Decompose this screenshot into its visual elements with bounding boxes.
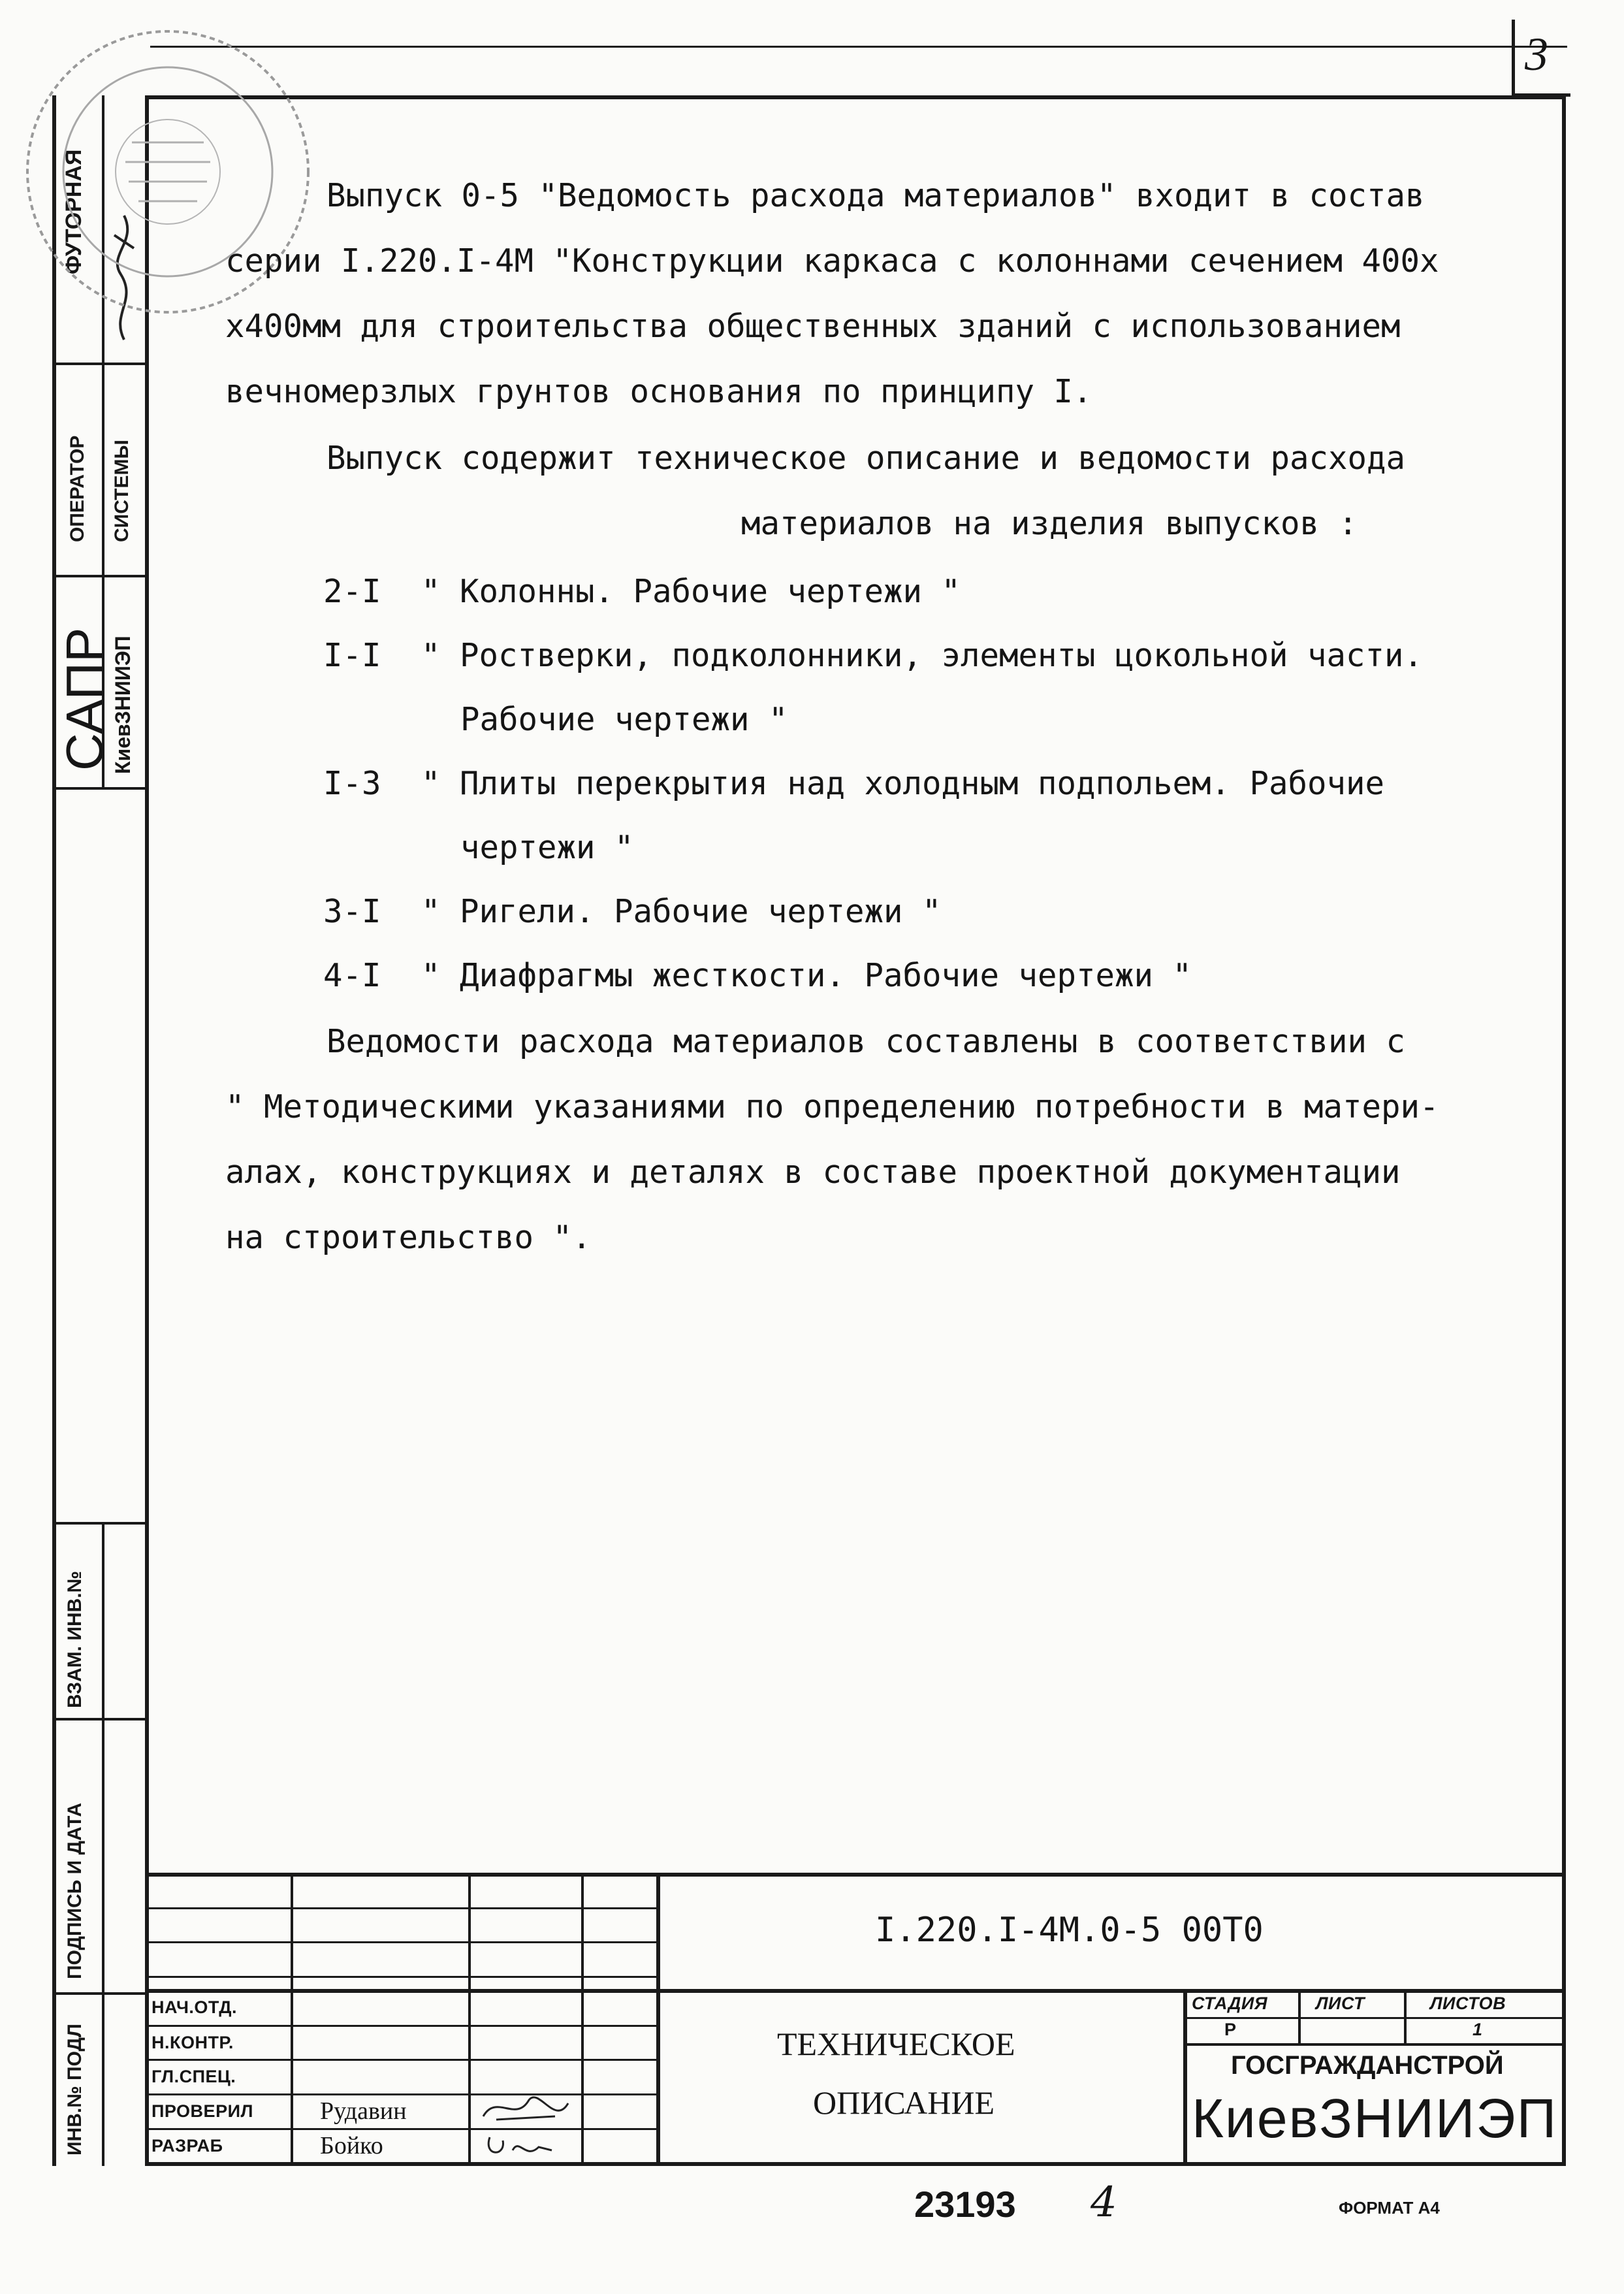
closing-line-3: алах, конструкциях и деталях в составе проектной документации (225, 1154, 1401, 1191)
name-cell: Бойко (320, 2132, 383, 2159)
side-strip-divider-lower (102, 1522, 104, 2166)
tb-col-4 (656, 1873, 660, 2166)
tb-row-2 (145, 1941, 658, 1943)
handwritten-mark: 4 (1091, 2178, 1117, 2227)
tb-row-5 (145, 2025, 658, 2027)
side-divider-1 (52, 363, 149, 365)
side-divider-3 (52, 787, 149, 790)
intro-line-3: х400мм для строительства общественных зданий с использованием (225, 308, 1401, 345)
tb-col-1 (291, 1873, 293, 2166)
stage-value: Р (1224, 2020, 1237, 2039)
issue-code: 2-I (323, 573, 381, 610)
sapr-label: САПР (56, 627, 114, 771)
inventory-number: 23193 (914, 2184, 1016, 2225)
intro-line-1: Выпуск 0-5 "Ведомость расхода материалов" входит в состав (326, 177, 1425, 214)
signature-checked (477, 2090, 575, 2129)
tb-stage-row (1183, 2017, 1566, 2019)
issue-title-cont: чертежи " (460, 829, 634, 866)
operator-label: ОПЕРАТОР (67, 435, 88, 542)
tb-row-8 (145, 2128, 658, 2130)
futornaya-label: ФУТОРНАЯ (61, 149, 86, 274)
issue-code: I-I (323, 637, 381, 674)
tb-stage-bottom (1183, 2043, 1566, 2046)
tb-row-1 (145, 1907, 658, 1909)
tb-row-6 (145, 2059, 658, 2061)
sheet-header: ЛИСТ (1316, 1994, 1365, 2013)
side-divider-4 (52, 1522, 149, 1525)
issue-code: I-3 (323, 765, 381, 802)
issue-title: " Диафрагмы жесткости. Рабочие чертежи " (421, 957, 1192, 994)
tb-col-3 (581, 1873, 584, 2166)
closing-line-4: на строительство ". (225, 1219, 592, 1256)
issue-title-cont: Рабочие чертежи " (460, 701, 788, 738)
stage-header: СТАДИЯ (1192, 1994, 1268, 2013)
vzam-inv-label: ВЗАМ. ИНВ.№ (64, 1570, 86, 1708)
role-label: РАЗРАБ (151, 2136, 223, 2156)
side-divider-6 (52, 1992, 149, 1995)
issue-title: " Плиты перекрытия над холодным подпольем. Рабочие (421, 765, 1385, 802)
closing-line-2: " Методическими указаниями по определению потребности в матери- (225, 1088, 1439, 1125)
inv-podl-label: ИНВ.№ ПОДЛ (64, 2024, 86, 2156)
issue-title: " Ростверки, подколонники, элементы цокольной части. (421, 637, 1424, 674)
title-block-top (145, 1873, 1566, 1877)
doc-title-line-1: ТЕХНИЧЕСКОЕ (777, 2026, 1015, 2062)
sheets-header: ЛИСТОВ (1430, 1994, 1506, 2013)
role-label: ГЛ.СПЕЦ. (151, 2067, 236, 2086)
top-border-line (150, 46, 1567, 48)
side-divider-2 (52, 575, 149, 577)
org-line-2: КиевЗНИИЭП (1192, 2088, 1558, 2149)
issue-code: 3-I (323, 893, 381, 930)
tb-col-2 (468, 1873, 471, 2166)
name-cell: Рудавин (320, 2097, 407, 2125)
kievzniiep-side-label: КиевЗНИИЭП (111, 636, 135, 774)
closing-line-1: Ведомости расхода материалов составлены в соответствии с (326, 1023, 1406, 1060)
role-label: Н.КОНТР. (151, 2033, 234, 2052)
tb-col-right (1183, 1989, 1187, 2166)
role-label: НАЧ.ОТД. (151, 1997, 237, 2017)
issue-title: " Колонны. Рабочие чертежи " (421, 573, 961, 610)
issue-code: 4-I (323, 957, 381, 994)
contents-line-2: материалов на изделия выпусков : (741, 505, 1358, 542)
designation: I.220.I-4М.0-5 00Т0 (875, 1911, 1264, 1950)
sheet-corner-number: 3 (1525, 28, 1548, 80)
format-label: ФОРМАТ А4 (1339, 2198, 1440, 2218)
contents-line-1: Выпуск содержит техническое описание и ведомости расхода (326, 440, 1406, 477)
tb-row-7 (145, 2093, 658, 2095)
doc-title-line-2: ОПИСАНИЕ (813, 2084, 995, 2121)
sheets-value: 1 (1473, 2020, 1483, 2039)
side-divider-5 (52, 1718, 149, 1720)
signature-developed (480, 2131, 558, 2163)
podpis-data-label: ПОДПИСЬ И ДАТА (64, 1802, 86, 1979)
tb-row-main (145, 1989, 1566, 1993)
sistemy-label: СИСТЕМЫ (111, 440, 133, 542)
tb-row-3 (145, 1976, 658, 1978)
intro-line-2: серии I.220.I-4М "Конструкции каркаса с колоннами сечением 400х (225, 242, 1439, 280)
org-line-1: ГОСГРАЖДАНСТРОЙ (1231, 2051, 1504, 2080)
intro-line-4: вечномерзлых грунтов основания по принципу I. (225, 373, 1092, 410)
issue-title: " Ригели. Рабочие чертежи " (421, 893, 942, 930)
role-label: ПРОВЕРИЛ (151, 2101, 253, 2121)
